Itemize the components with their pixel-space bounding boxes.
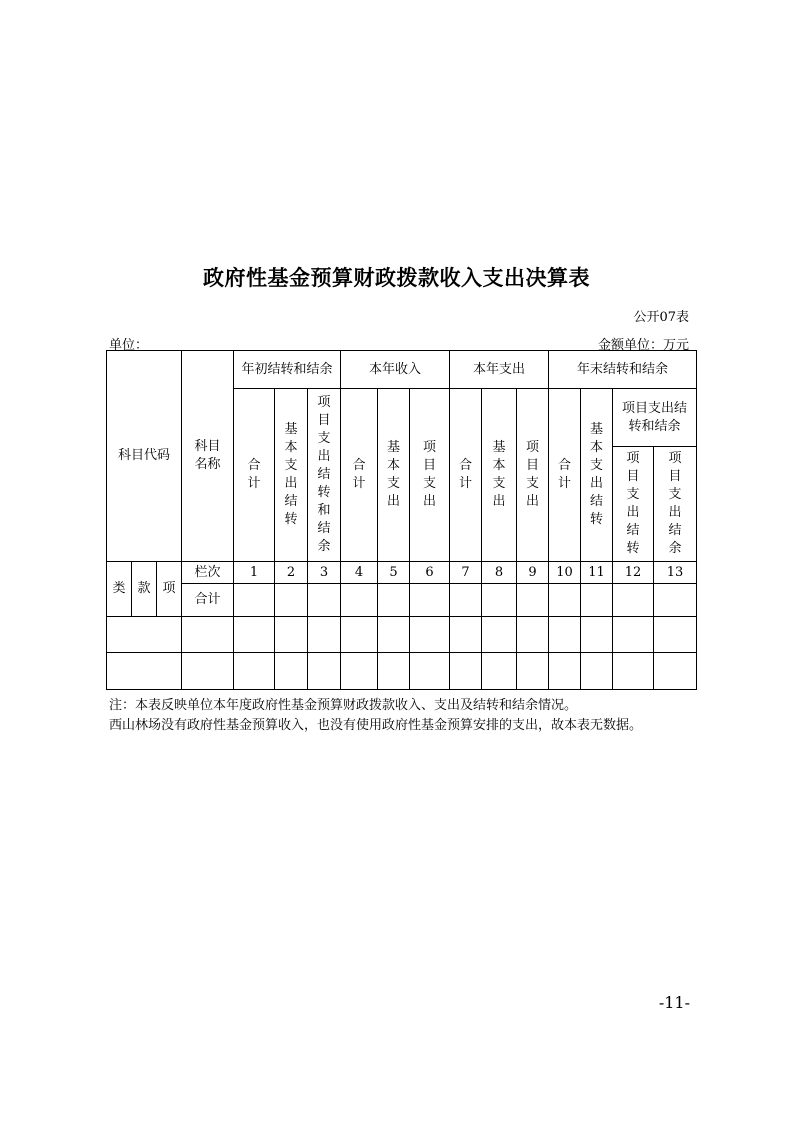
table-note-explanation: 西山林场没有政府性基金预算收入，也没有使用政府性基金预算安排的支出，故本表无数据。: [109, 718, 643, 733]
header-income-basic: 基本支出: [378, 389, 410, 562]
table-row: [107, 617, 697, 653]
header-expense-total: 合计: [450, 389, 482, 562]
header-income-total: 合计: [341, 389, 378, 562]
column-number: 5: [378, 562, 410, 584]
column-number: 13: [654, 562, 697, 584]
header-end-balance: 年末结转和结余: [549, 351, 697, 389]
header-xiang: 项: [157, 562, 182, 617]
column-number: 4: [341, 562, 378, 584]
column-number: 11: [581, 562, 613, 584]
header-expense-project: 项目支出: [517, 389, 549, 562]
column-number: 9: [517, 562, 549, 584]
header-begin-total: 合计: [234, 389, 275, 562]
page-number: -11-: [658, 993, 690, 1012]
column-number: 3: [308, 562, 341, 584]
table-row-total: [107, 584, 697, 617]
column-number: 2: [275, 562, 308, 584]
header-end-project-balance: 项目支出结余: [654, 447, 697, 562]
column-number: 10: [549, 562, 581, 584]
header-end-project-carry-balance: 项目支出结转和结余: [613, 389, 697, 447]
column-number: 12: [613, 562, 654, 584]
header-end-total: 合计: [549, 389, 581, 562]
column-number: 8: [482, 562, 517, 584]
header-begin-basic-carry: 基本支出结转: [275, 389, 308, 562]
header-current-expense: 本年支出: [450, 351, 549, 389]
column-number: 1: [234, 562, 275, 584]
header-income-project: 项目支出: [410, 389, 450, 562]
header-lei: 类: [107, 562, 132, 617]
table-number: 公开07表: [633, 310, 689, 325]
sum-label: 合计: [182, 584, 234, 617]
page-title: 政府性基金预算财政拨款收入支出决算表: [203, 266, 590, 290]
column-number: 7: [450, 562, 482, 584]
header-current-income: 本年收入: [341, 351, 450, 389]
table-note: 注：本表反映单位本年度政府性基金预算财政拨款收入、支出及结转和结余情况。: [109, 698, 578, 713]
header-subject-code: 科目代码: [107, 351, 182, 562]
header-begin-balance: 年初结转和结余: [234, 351, 341, 389]
header-end-basic-carry: 基本支出结转: [581, 389, 613, 562]
header-subject-name: 科目名称: [182, 351, 234, 562]
budget-table: [106, 350, 697, 690]
header-kuan: 款: [132, 562, 157, 617]
header-begin-project-carry-balance: 项目支出结转和结余: [308, 389, 341, 562]
table-row: [107, 653, 697, 690]
header-end-project-carry: 项目支出结转: [613, 447, 654, 562]
header-expense-basic: 基本支出: [482, 389, 517, 562]
column-number-label: 栏次: [182, 562, 234, 584]
amount-unit: 金额单位：万元: [597, 338, 689, 353]
unit-label: 单位：: [109, 338, 149, 353]
column-number: 6: [410, 562, 450, 584]
